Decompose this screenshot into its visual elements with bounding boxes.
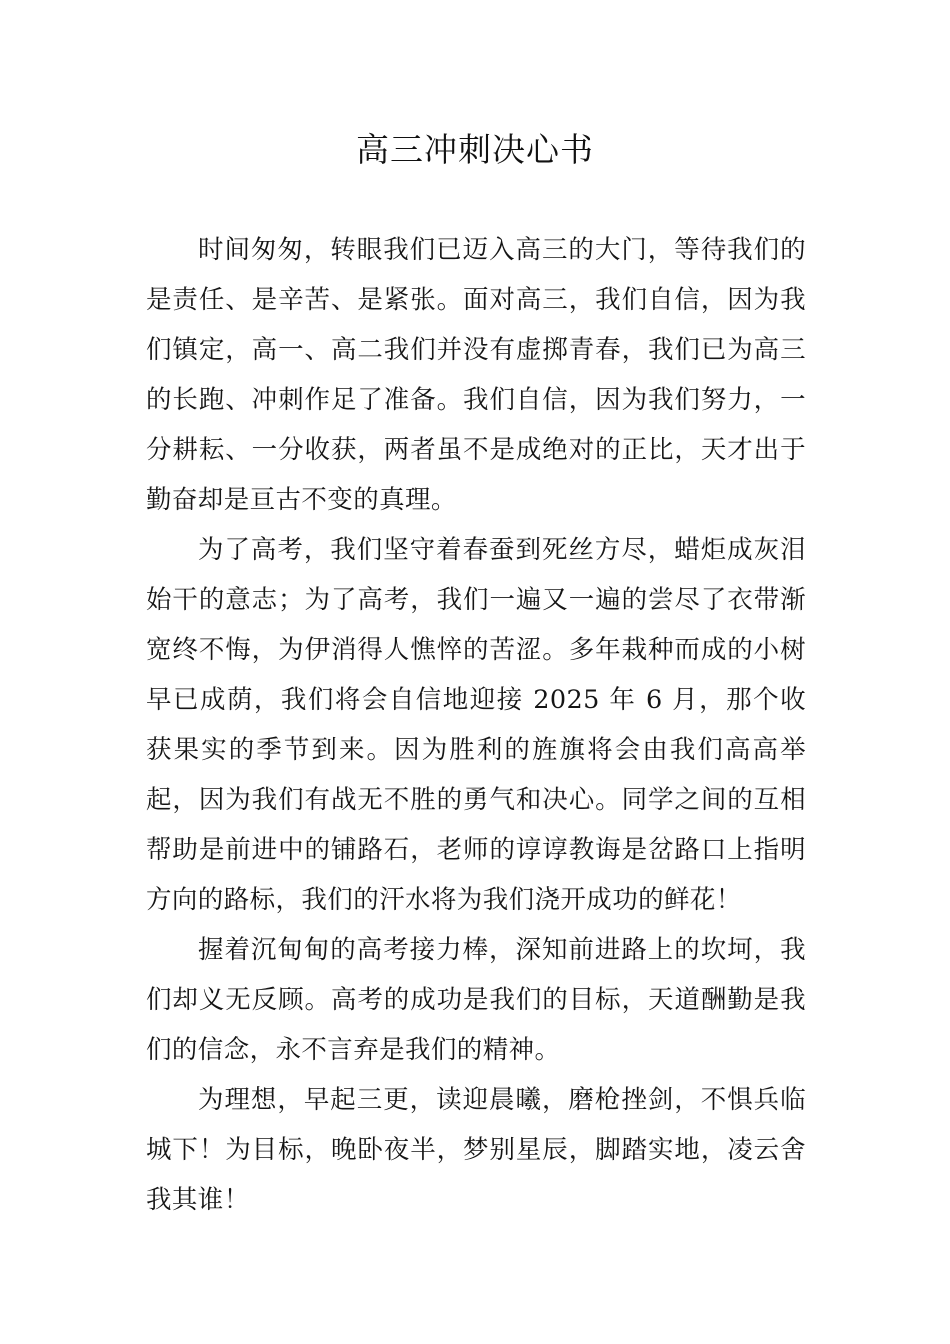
document-body (146, 225, 806, 1225)
paragraph-2: 为了高考，我们坚守着春蚕到死丝方尽，蜡炬成灰泪始干的意志；为了高考，我们一遍又一遍的尝尽了衣带渐宽终不悔，为伊消得人憔悴的苦涩。多年栽种而成的小树早已成荫，我们将会自信地迎接 2025 年 6 月，那个收获果实的季节到来。因为胜利的旌旗将会由我们高高举起，因为我们有战无不胜的勇气和决心。同学之间的互相帮助是前进中的铺路石，老师的谆谆教诲是岔路口上指明方向的路标，我们的汗水将为我们浇开成功的鲜花！ (146, 535, 806, 915)
paragraph-1: 时间匆匆，转眼我们已迈入高三的大门，等待我们的是责任、是辛苦、是紧张。面对高三，我们自信，因为我们镇定，高一、高二我们并没有虚掷青春，我们已为高三的长跑、冲刺作足了准备。我们自信，因为我们努力，一分耕耘、一分收获，两者虽不是成绝对的正比，天才出于勤奋却是亘古不变的真理。 (146, 235, 806, 515)
paragraph-3: 握着沉甸甸的高考接力棒，深知前进路上的坎坷，我们却义无反顾。高考的成功是我们的目标，天道酬勤是我们的信念，永不言弃是我们的精神。 (146, 935, 806, 1065)
document-title: 高三冲刺决心书 (356, 130, 594, 169)
paragraph-4: 为理想，早起三更，读迎晨曦，磨枪挫剑，不惧兵临城下！为目标，晚卧夜半，梦别星辰，脚踏实地，凌云舍我其谁！ (146, 1085, 806, 1215)
